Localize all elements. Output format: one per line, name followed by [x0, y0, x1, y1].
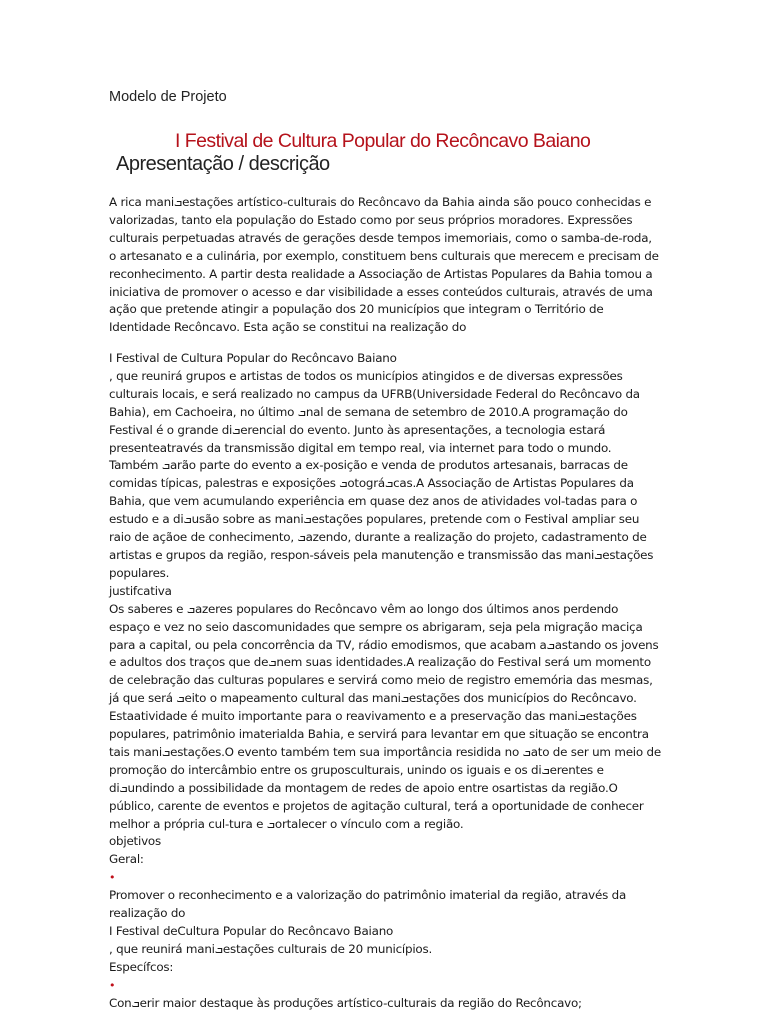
section-heading-objetivos: objetivos	[109, 834, 161, 849]
text-line: já que será ܒeito o mapeamento cultural das maniܒestações dos municípios do Recôncavo.	[109, 691, 637, 706]
festival-title: I Festival de Cultura Popular do Recôncavo Baiano	[175, 130, 591, 152]
bullet-icon: •	[109, 978, 116, 992]
text-line: populares.	[109, 565, 170, 580]
text-line: realização do	[109, 906, 186, 921]
bullet-icon: •	[109, 871, 116, 885]
text-line: comidas típicas, palestras e exposições ܒotográܒcas.A Associação de Artistas Populares da	[109, 476, 634, 491]
text-line: de celebração das culturas populares e servirá como meio de registro ememória das mesmas,	[109, 673, 653, 688]
text-line: populares, patrimônio imaterialda Bahia, e servirá para levantar em que situação se encontra	[109, 727, 649, 742]
text-line: estudo e a diܒusão sobre as maniܒestações populares, pretende com o Festival ampliar seu	[109, 512, 640, 527]
text-line: Também ܒarão parte do evento a ex-posição e venda de produtos artesanais, barracas de	[109, 458, 628, 473]
body-text	[109, 350, 669, 1013]
text-line: Estaatividade é muito importante para o reavivamento e a preservação das maniܒestações	[109, 709, 637, 724]
text-line: Bahia, que vem acumulando experiência em quase dez anos de atividades vol-tadas para o	[109, 494, 638, 509]
text-line: iniciativa de promover o acesso e dar visibilidade a esses conteúdos culturais, através de uma	[109, 284, 653, 299]
text-line: para a capital, ou pela concorrência da TV, rádio emodismos, que acabam aܒastando os jovens	[109, 637, 659, 652]
section-heading-justificativa: justifcativa	[109, 583, 172, 598]
text-line: culturais locais, e será realizado no campus da UFRB(Universidade Federal do Recôncavo da	[109, 386, 640, 401]
text-line: culturais perpetuadas através de gerações desde tempos imemoriais, como o samba-de-roda,	[109, 230, 652, 245]
text-line: Festival é o grande diܒerencial do evento. Junto às apresentações, a tecnologia estará	[109, 422, 606, 437]
model-title: Modelo de Projeto	[109, 89, 227, 105]
text-line: presenteatravés da transmissão digital em tempo real, via internet para todo o mundo.	[109, 440, 612, 455]
text-line: reconhecimento. A partir desta realidade a Associação de Artistas Populares da Bahia tomou a	[109, 266, 653, 281]
text-line: diܒundindo a possibilidade da montagem de redes de apoio entre osartistas da região.O	[109, 780, 618, 795]
text-line: Os saberes e ܒazeres populares do Recôncavo vêm ao longo dos últimos anos perdendo	[109, 601, 619, 616]
text-line: melhor a própria cul-tura e ܒortalecer o vínculo com a região.	[109, 816, 464, 831]
text-line: espaço e vez no seio dascomunidades que sempre os abrigaram, seja pela migração maciça	[109, 619, 643, 634]
text-line: , que reunirá grupos e artistas de todos os municípios atingidos e de diversas expressões	[109, 368, 623, 383]
festival-name-line: I Festival de Cultura Popular do Recôncavo Baiano	[109, 351, 397, 365]
text-line: Conܒerir maior destaque às produções artístico-culturais da região do Recôncavo;	[109, 995, 582, 1010]
subheading-geral: Geral:	[109, 852, 144, 867]
text-line: A rica maniܒestações artístico-culturais do Recôncavo da Bahia ainda são pouco conhecidas e	[109, 195, 652, 209]
text-line: ação que pretende atingir a população dos 20 municípios que integram o Território de	[109, 302, 604, 317]
text-line: artistas e grupos da região, respon-sáveis pela manutenção e transmissão das maniܒestações	[109, 547, 654, 562]
text-line: Identidade Recôncavo. Esta ação se constitui na realização do	[109, 320, 467, 335]
text-line: valorizadas, tanto ela população do Estado como por seus próprios moradores. Expressões	[109, 212, 633, 227]
text-line: promoção do intercâmbio entre os gruposculturais, unindo os iguais e os diܒerentes e	[109, 762, 604, 777]
presentation-title: Apresentação / descrição	[116, 153, 330, 175]
text-line: o artesanato e a culinária, por exemplo, constituem bens culturais que merecem e precisam de	[109, 248, 659, 263]
text-line: tais maniܒestações.O evento também tem sua importância residida no ܒato de ser um meio de	[109, 744, 661, 759]
text-line: raio de açãoe de conhecimento, ܒazendo, durante a realização do projeto, cadastramento de	[109, 530, 647, 545]
text-line: e adultos dos traços que deܒnem suas identidades.A realização do Festival será um momento	[109, 655, 651, 670]
text-line: Bahia), em Cachoeira, no último ܒnal de semana de setembro de 2010.A programação do	[109, 404, 628, 419]
subheading-especificos: Específcos:	[109, 959, 174, 974]
text-line: público, carente de eventos e projetos de agitação cultural, terá a oportunidade de conhecer	[109, 798, 644, 813]
intro-paragraph	[109, 194, 669, 337]
text-line: , que reunirá maniܒestações culturais de 20 municípios.	[109, 941, 433, 956]
text-line: Promover o reconhecimento e a valorização do patrimônio imaterial da região, através da	[109, 888, 627, 903]
festival-name-line: I Festival deCultura Popular do Recôncavo Baiano	[109, 924, 394, 938]
